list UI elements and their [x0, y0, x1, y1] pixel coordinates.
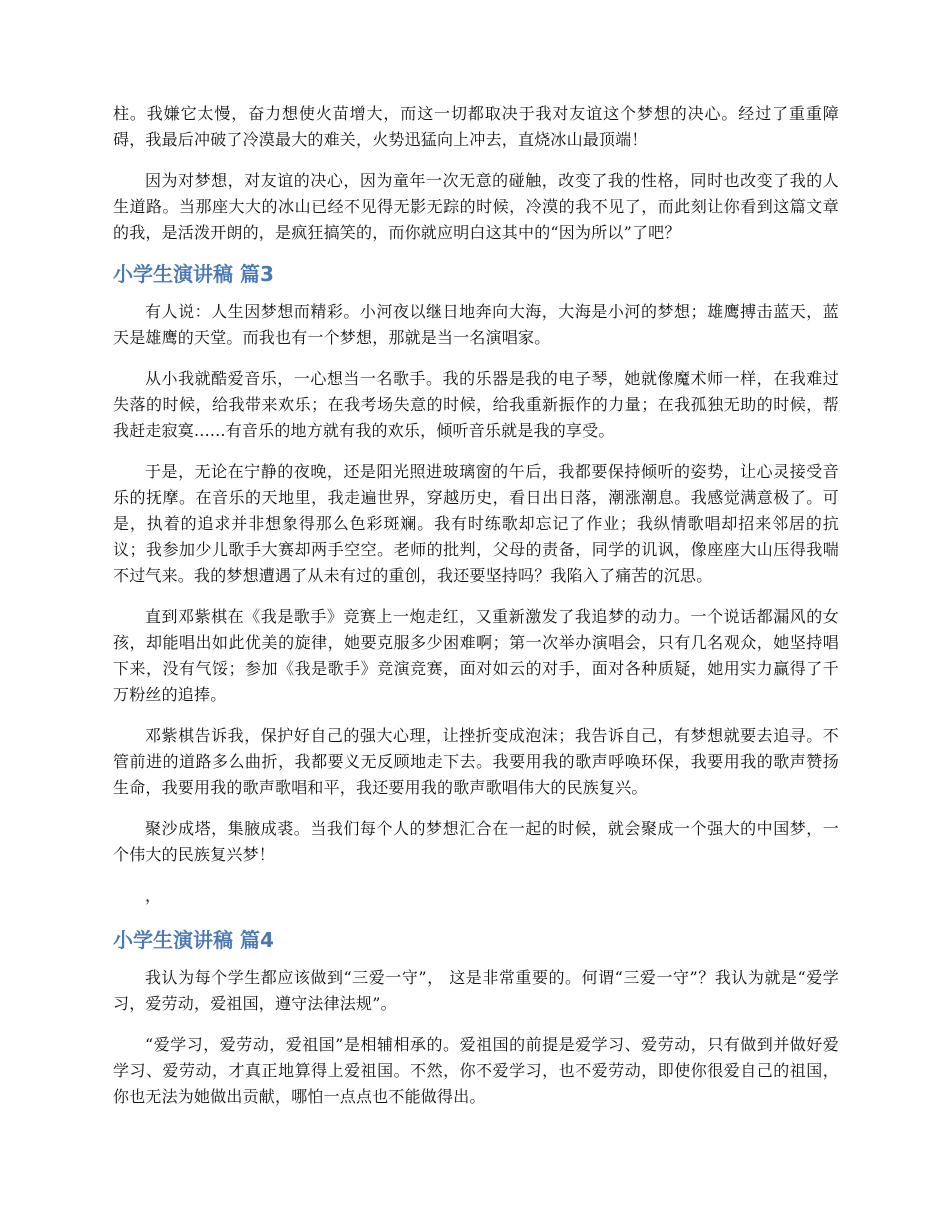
section-heading-3: 小学生演讲稿 篇3	[113, 262, 274, 286]
paragraph: 有人说：人生因梦想而精彩。小河夜以继日地奔向大海，大海是小河的梦想；雄鹰搏击蓝天，蓝天是雄鹰的天堂。而我也有一个梦想，那就是当一名演唱家。	[113, 302, 839, 347]
section-heading-4: 小学生演讲稿 篇4	[113, 928, 274, 952]
paragraph: 聚沙成塔，集腋成裘。当我们每个人的梦想汇合在一起的时候，就会聚成一个强大的中国梦，一个伟大的民族复兴梦！	[113, 819, 839, 864]
document-page	[113, 101, 839, 1125]
paragraph: 直到邓紫棋在《我是歌手》竞赛上一炮走红，又重新激发了我追梦的动力。一个说话都漏风的女孩，却能唱出如此优美的旋律，她要克服多少困难啊；第一次举办演唱会，只有几名观众，她坚持唱下来，没有气馁；参加《我是歌手》竞演竞赛，面对如云的对手，面对各种质疑，她用实力赢得了千万粉丝的追捧。	[113, 607, 839, 704]
paragraph: 邓紫棋告诉我，保护好自己的强大心理，让挫折变成泡沫；我告诉自己，有梦想就要去追寻。不管前进的道路多么曲折，我都要义无反顾地走下去。我要用我的歌声呼唤环保，我要用我的歌声赞扬生命，我要用我的歌声歌唱和平，我还要用我的歌声歌唱伟大的民族复兴。	[113, 726, 839, 797]
paragraph-continuation: 柱。我嫌它太慢，奋力想使火苗增大，而这一切都取决于我对友谊这个梦想的决心。经过了重重障碍，我最后冲破了冷漠最大的难关，火势迅猛向上冲去，直烧冰山最顶端！	[113, 104, 839, 149]
paragraph: 从小我就酷爱音乐，一心想当一名歌手。我的乐器是我的电子琴，她就像魔术师一样，在我难过失落的时候，给我带来欢乐；在我考场失意的时候，给我重新振作的力量；在我孤独无助的时候，帮我赶走寂寞......有音乐的地方就有我的欢乐，倾听音乐就是我的享受。	[113, 369, 839, 440]
paragraph: 因为对梦想，对友谊的决心，因为童年一次无意的碰触，改变了我的性格，同时也改变了我的人生道路。当那座大大的冰山已经不见得无影无踪的时候，冷漠的我不见了，而此刻让你看到这篇文章的我，是活泼开朗的，是疯狂搞笑的，而你就应明白这其中的“因为所以”了吧？	[113, 171, 839, 242]
paragraph: “爱学习，爱劳动，爱祖国”是相辅相承的。爱祖国的前提是爱学习、爱劳动，只有做到并做好爱学习、爱劳动，才真正地算得上爱祖国。不然，你不爱学习，也不爱劳动，即使你很爱自己的祖国，你也无法为她做出贡献，哪怕一点点也不能做得出。	[113, 1035, 839, 1106]
paragraph: 我认为每个学生都应该做到“三爱一守”， 这是非常重要的。何谓“三爱一守”？我认为就是“爱学习，爱劳动，爱祖国，遵守法律法规”。	[113, 968, 839, 1013]
paragraph: 于是，无论在宁静的夜晚，还是阳光照进玻璃窗的午后，我都要保持倾听的姿势，让心灵接受音乐的抚摩。在音乐的天地里，我走遍世界，穿越历史，看日出日落，潮涨潮息。我感觉满意极了。可是，执着的追求并非想象得那么色彩斑斓。我有时练歌却忘记了作业；我纵情歌唱却招来邻居的抗议；我参加少儿歌手大赛却两手空空。老师的批判，父母的责备，同学的讥讽，像座座大山压得我喘不过气来。我的梦想遭遇了从未有过的重创，我还要坚持吗？我陷入了痛苦的沉思。	[113, 462, 839, 585]
stray-comma: ，	[145, 886, 162, 905]
